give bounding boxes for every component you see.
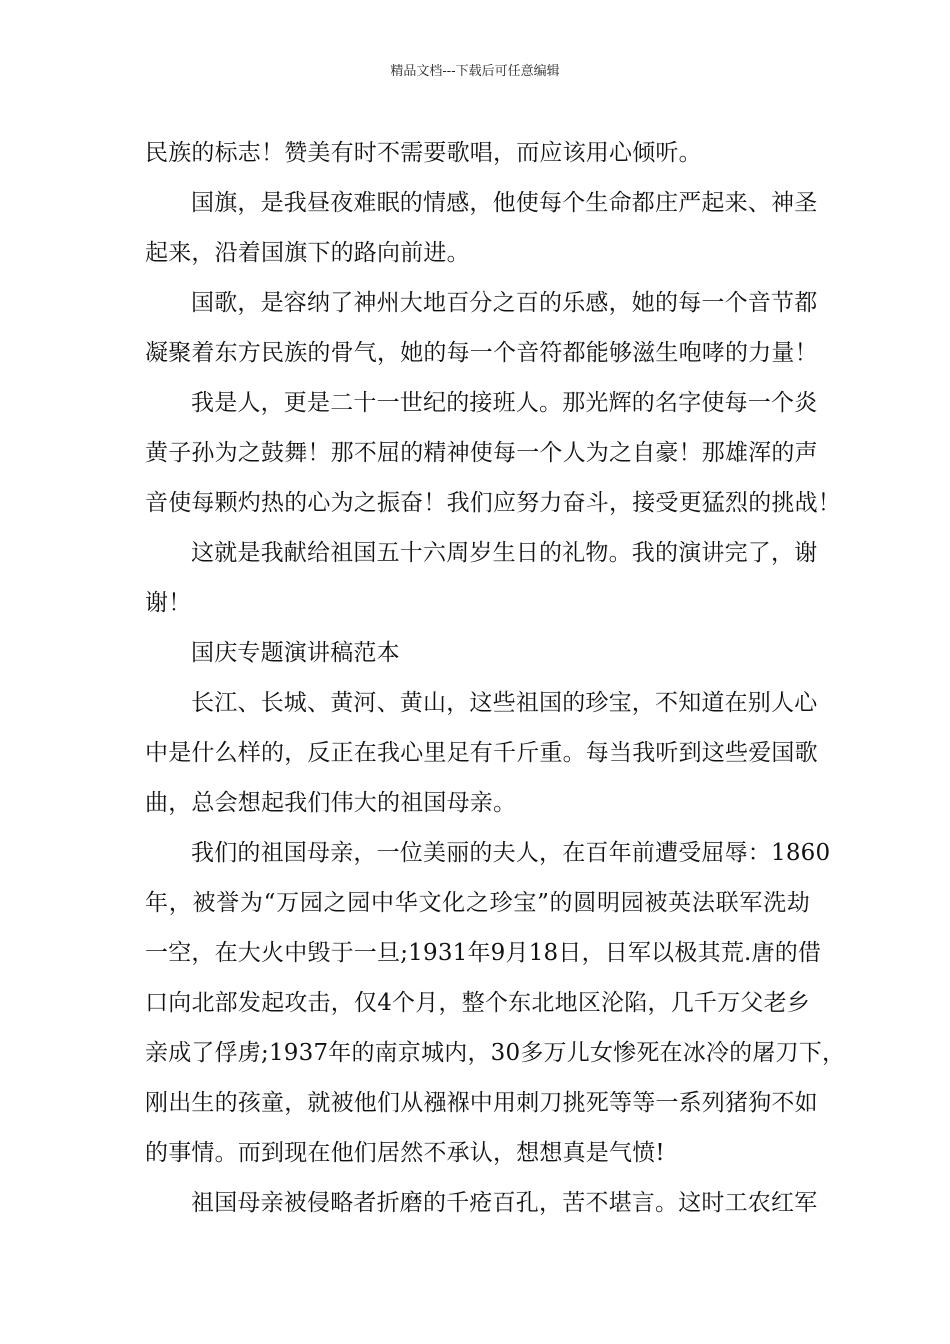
text-line: 凝聚着东方民族的骨气，她的每一个音符都能够滋生咆哮的力量！ xyxy=(145,340,818,366)
text-line: 黄子孙为之鼓舞！那不屈的精神使每一个人为之自豪！那雄浑的声 xyxy=(145,440,818,466)
text-line: 这就是我献给祖国五十六周岁生日的礼物。我的演讲完了，谢 xyxy=(191,540,818,566)
text-line: 国歌，是容纳了神州大地百分之百的乐感，她的每一个音节都 xyxy=(191,290,818,316)
text-line: 我是人，更是二十一世纪的接班人。那光辉的名字使每一个炎 xyxy=(191,390,818,416)
page-header: 精品文档---下载后可任意编辑 xyxy=(390,64,560,79)
text-line: 年，被誉为“万园之园中华文化之珍宝”的圆明园被英法联军洗劫 xyxy=(145,890,810,916)
text-line: 的事情。而到现在他们居然不承认，想想真是气愤! xyxy=(145,1140,665,1166)
text-line: 口向北部发起攻击，仅4个月，整个东北地区沦陷，几千万父老乡 xyxy=(145,990,810,1016)
text-line: 起来，沿着国旗下的路向前进。 xyxy=(145,240,470,266)
text-line: 音使每颗灼热的心为之振奋！我们应努力奋斗，接受更猛烈的挑战！ xyxy=(145,490,841,516)
text-line: 我们的祖国母亲，一位美丽的夫人，在百年前遭受屈辱：1860 xyxy=(191,840,831,866)
text-line: 一空，在大火中毁于一旦;1931年9月18日，日军以极其荒.唐的借 xyxy=(145,940,822,966)
text-line: 亲成了俘虏;1937年的南京城内，30多万儿女惨死在冰冷的屠刀下， xyxy=(145,1040,846,1066)
document-body xyxy=(145,128,846,1228)
text-line: 祖国母亲被侵略者折磨的千疮百孔，苦不堪言。这时工农红军 xyxy=(191,1190,818,1216)
text-line: 国旗，是我昼夜难眠的情感，他使每个生命都庄严起来、神圣 xyxy=(191,190,818,216)
text-line: 国庆专题演讲稿范本 xyxy=(191,640,400,666)
text-line: 中是什么样的，反正在我心里足有千斤重。每当我听到这些爱国歌 xyxy=(145,740,818,766)
text-line: 长江、长城、黄河、黄山，这些祖国的珍宝，不知道在别人心 xyxy=(191,690,818,716)
text-line: 民族的标志！赞美有时不需要歌唱，而应该用心倾听。 xyxy=(145,140,702,166)
text-line: 曲，总会想起我们伟大的祖国母亲。 xyxy=(145,790,517,816)
text-line: 谢！ xyxy=(145,590,192,616)
text-line: 刚出生的孩童，就被他们从襁褓中用刺刀挑死等等一系列猪狗不如 xyxy=(145,1090,818,1116)
